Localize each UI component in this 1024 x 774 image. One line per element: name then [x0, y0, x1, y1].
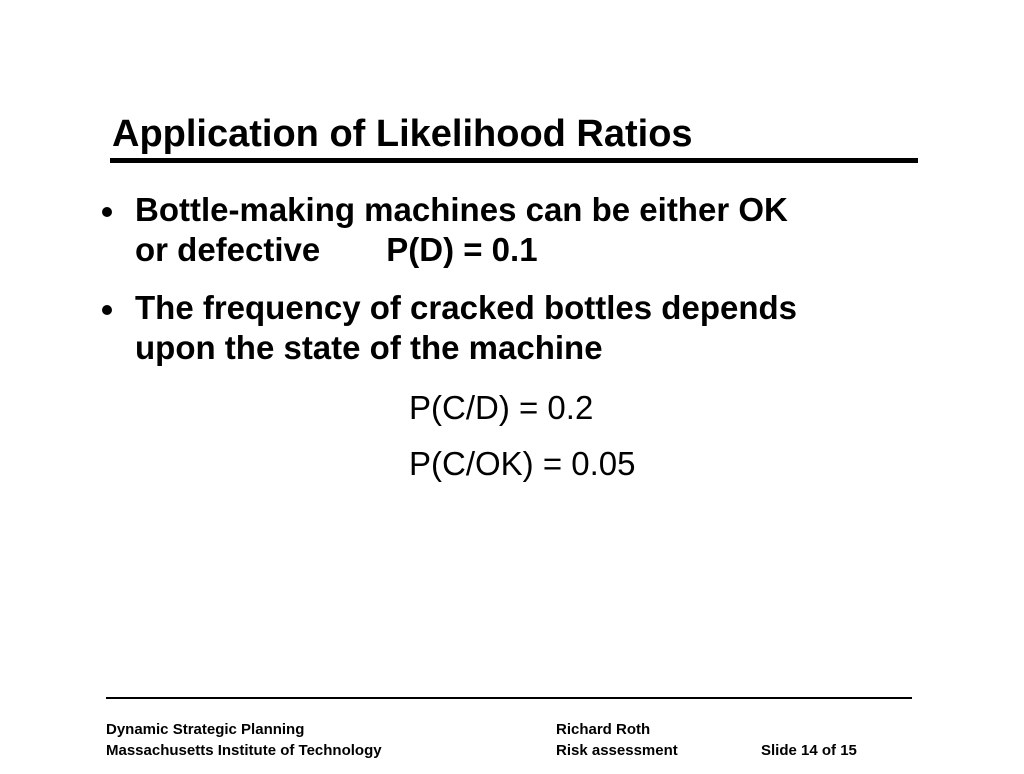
footer-author: Richard Roth [556, 721, 651, 738]
bullet-item [102, 288, 942, 368]
slide-number: Slide 14 of 15 [761, 742, 857, 759]
bullet-line: The frequency of cracked bottles depends [135, 289, 797, 326]
bullet-icon [102, 207, 112, 217]
bullet-line: upon the state of the machine [135, 329, 603, 366]
bullet-line [135, 230, 942, 270]
formula-p-c-given-d: P(C/D) = 0.2 [409, 389, 594, 426]
bullet-text [135, 288, 942, 368]
bullet-text [135, 190, 942, 270]
inline-formula: P(D) = 0.1 [386, 231, 538, 268]
bullet-item [102, 190, 942, 270]
bullet-line: Bottle-making machines can be either OK [135, 191, 788, 228]
footer-topic: Risk assessment [556, 742, 678, 759]
footer-institution: Massachusetts Institute of Technology [106, 742, 382, 759]
slide-title: Application of Likelihood Ratios [112, 113, 693, 155]
bullet-line-text: or defective [135, 231, 321, 268]
footer-course: Dynamic Strategic Planning [106, 721, 305, 738]
title-underline [110, 158, 918, 163]
footer-divider [106, 697, 912, 699]
bullet-icon [102, 305, 112, 315]
formula-p-c-given-ok: P(C/OK) = 0.05 [409, 445, 636, 482]
